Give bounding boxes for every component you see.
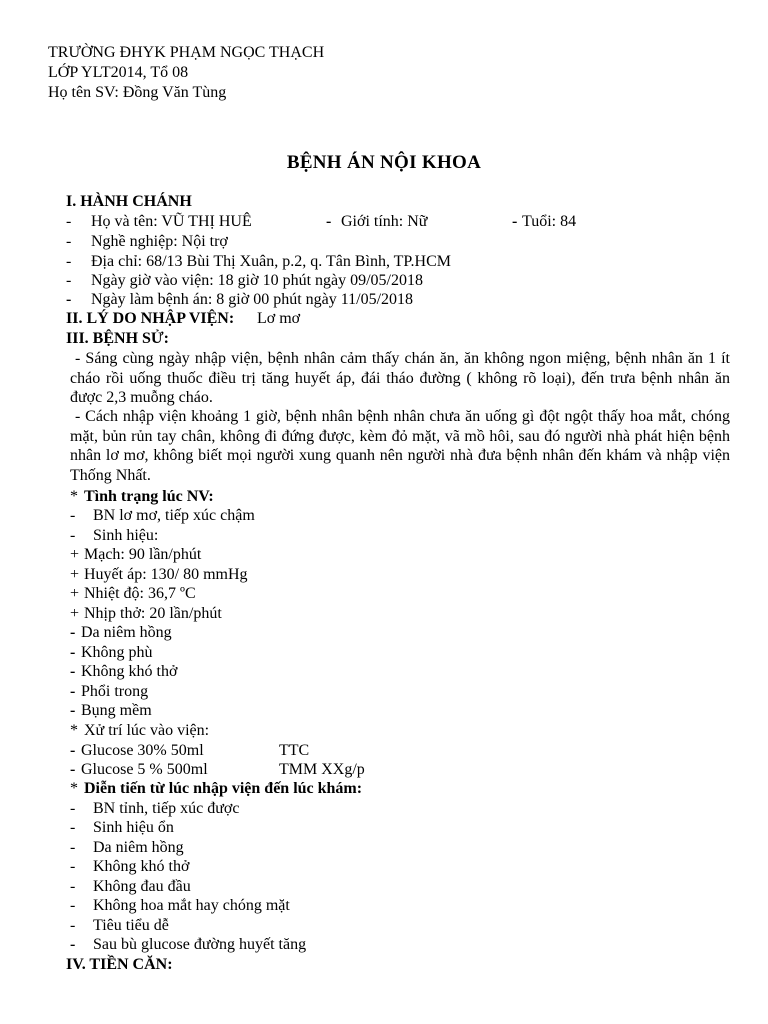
bullet-dash: - (70, 897, 76, 914)
status-item: Sinh hiệu: (93, 527, 159, 544)
vital-line (0, 584, 768, 604)
section-3-heading: III. BỆNH SỬ: (66, 330, 169, 347)
progress-item: Tiêu tiểu dễ (93, 917, 169, 934)
plus-marker: + (70, 605, 80, 622)
treatment-drug: Glucose 5 % 500ml (81, 761, 208, 778)
finding-line (0, 701, 768, 721)
treatment-route: TTC (279, 742, 310, 759)
bullet-dash: - (70, 702, 76, 719)
progress-item: Không khó thở (93, 858, 190, 875)
finding-line (0, 643, 768, 663)
bullet-dash: - (70, 683, 76, 700)
status-item-line (0, 526, 768, 546)
bullet-dash: - (70, 644, 76, 661)
bullet-dash: - (70, 878, 76, 895)
finding-line (0, 662, 768, 682)
admission-time: Ngày giờ vào viện: 18 giờ 10 phút ngày 09/05/2018 (91, 272, 423, 289)
patient-name: Họ và tên: VŨ THỊ HUÊ (91, 213, 252, 230)
treatment-heading-line (0, 721, 768, 741)
header-school-line (0, 43, 768, 63)
bullet-dash: - (70, 624, 76, 641)
vital-pulse: Mạch: 90 lần/phút (84, 546, 202, 563)
progress-line (0, 799, 768, 819)
asterisk-marker: * (70, 488, 78, 505)
asterisk-marker: * (70, 780, 78, 797)
bullet-dash: - (70, 527, 76, 544)
patient-gender: Giới tính: Nữ (341, 213, 428, 230)
patient-info-line (0, 212, 768, 232)
plus-marker: + (70, 566, 80, 583)
progress-line (0, 857, 768, 877)
section-1-heading-line (0, 192, 768, 212)
bullet-dash: - (66, 272, 72, 289)
bullet-dash: - (70, 800, 76, 817)
vital-respiratory-rate: Nhịp thở: 20 lần/phút (84, 605, 222, 622)
progress-heading-line (0, 779, 768, 799)
finding-line (0, 682, 768, 702)
bullet-dash: - (70, 819, 76, 836)
section-1-heading: I. HÀNH CHÁNH (66, 193, 192, 210)
patient-age: Tuổi: 84 (522, 213, 577, 230)
patient-job-line (0, 232, 768, 252)
history-paragraph-2: - Cách nhập viện khoảng 1 giờ, bệnh nhân bệnh nhân chưa ăn uống gì đột ngột thấy hoa mắt, chóng mặt, bủn rủn tay chân, không đi đứng được, kèm đỏ mặt, vã mồ hôi, sau đó người nhà phát hiện bệnh nhân lơ mơ, không biết mọi người xung quanh nên người nhà đưa bệnh nhân đến khám và nhập viện Thống Nhất. (70, 408, 730, 484)
treatment-route: TMM XXg/p (279, 761, 365, 778)
progress-line (0, 877, 768, 897)
bullet-dash: - (70, 507, 76, 524)
treatment-line (0, 741, 768, 761)
bullet-dash: - (70, 663, 76, 680)
treatment-heading: Xử trí lúc vào viện: (84, 722, 210, 739)
header-class-line (0, 63, 768, 83)
vital-blood-pressure: Huyết áp: 130/ 80 mmHg (84, 566, 248, 583)
progress-line (0, 818, 768, 838)
vital-temperature: Nhiệt độ: 36,7 ºC (84, 585, 196, 602)
bullet-dash: - (70, 742, 76, 759)
progress-heading: Diễn tiến từ lúc nhập viện đến lúc khám: (84, 780, 363, 797)
history-paragraph-1: - Sáng cùng ngày nhập viện, bệnh nhân cảm thấy chán ăn, ăn không ngon miệng, bệnh nhân ăn 1 ít cháo rồi uống thuốc điều trị tăng huyết áp, đái tháo đường ( không rõ loại), đến trưa bệnh nhân ăn được 2,3 muỗng cháo. (70, 350, 730, 406)
finding-item: Phổi trong (81, 683, 149, 700)
finding-item: Bụng mềm (81, 702, 152, 719)
header-student: Họ tên SV: Đồng Văn Tùng (48, 84, 227, 101)
header-student-line (0, 83, 768, 103)
plus-marker: + (70, 585, 80, 602)
admission-reason: Lơ mơ (257, 310, 301, 327)
bullet-dash: - (66, 233, 72, 250)
progress-line (0, 916, 768, 936)
section-4-heading: IV. TIỀN CĂN: (66, 956, 173, 973)
section-3-heading-line (0, 329, 768, 349)
section-4-heading-line (0, 955, 768, 975)
bullet-dash: - (326, 213, 332, 230)
header-class: LỚP YLT2014, Tổ 08 (48, 64, 189, 81)
record-date-line (0, 290, 768, 310)
finding-line (0, 623, 768, 643)
record-date: Ngày làm bệnh án: 8 giờ 00 phút ngày 11/05/2018 (91, 291, 414, 308)
progress-item: Sau bù glucose đường huyết tăng (93, 936, 307, 953)
vital-line (0, 565, 768, 585)
progress-item: Da niêm hồng (93, 839, 184, 856)
bullet-dash: - (70, 839, 76, 856)
finding-item: Không phù (81, 644, 153, 661)
progress-line (0, 838, 768, 858)
admission-line (0, 271, 768, 291)
finding-item: Không khó thở (81, 663, 178, 680)
bullet-dash: - (512, 213, 518, 230)
plus-marker: + (70, 546, 80, 563)
section-2-heading: II. LÝ DO NHẬP VIỆN: (66, 310, 235, 327)
finding-item: Da niêm hồng (81, 624, 172, 641)
status-item: BN lơ mơ, tiếp xúc chậm (93, 507, 255, 524)
bullet-dash: - (66, 253, 72, 270)
treatment-line (0, 760, 768, 780)
status-item-line (0, 506, 768, 526)
bullet-dash: - (70, 917, 76, 934)
progress-item: Không đau đầu (93, 878, 191, 895)
bullet-dash: - (70, 858, 76, 875)
vital-line (0, 545, 768, 565)
vital-line (0, 604, 768, 624)
progress-item: Sinh hiệu ổn (93, 819, 174, 836)
patient-job: Nghề nghiệp: Nội trợ (91, 233, 228, 250)
patient-address: Địa chỉ: 68/13 Bùi Thị Xuân, p.2, q. Tân Bình, TP.HCM (91, 253, 452, 270)
header-school: TRƯỜNG ĐHYK PHẠM NGỌC THẠCH (48, 44, 325, 61)
progress-line (0, 935, 768, 955)
document-title: BỆNH ÁN NỘI KHOA (286, 152, 482, 173)
status-heading: Tình trạng lúc NV: (84, 488, 214, 505)
status-heading-line (0, 487, 768, 507)
progress-line (0, 896, 768, 916)
treatment-drug: Glucose 30% 50ml (81, 742, 204, 759)
bullet-dash: - (66, 213, 72, 230)
asterisk-marker: * (70, 722, 78, 739)
progress-item: Không hoa mắt hay chóng mặt (93, 897, 290, 914)
section-2-line (0, 309, 768, 329)
patient-address-line (0, 252, 768, 272)
bullet-dash: - (70, 761, 76, 778)
bullet-dash: - (70, 936, 76, 953)
progress-item: BN tỉnh, tiếp xúc được (93, 800, 240, 817)
bullet-dash: - (66, 291, 72, 308)
